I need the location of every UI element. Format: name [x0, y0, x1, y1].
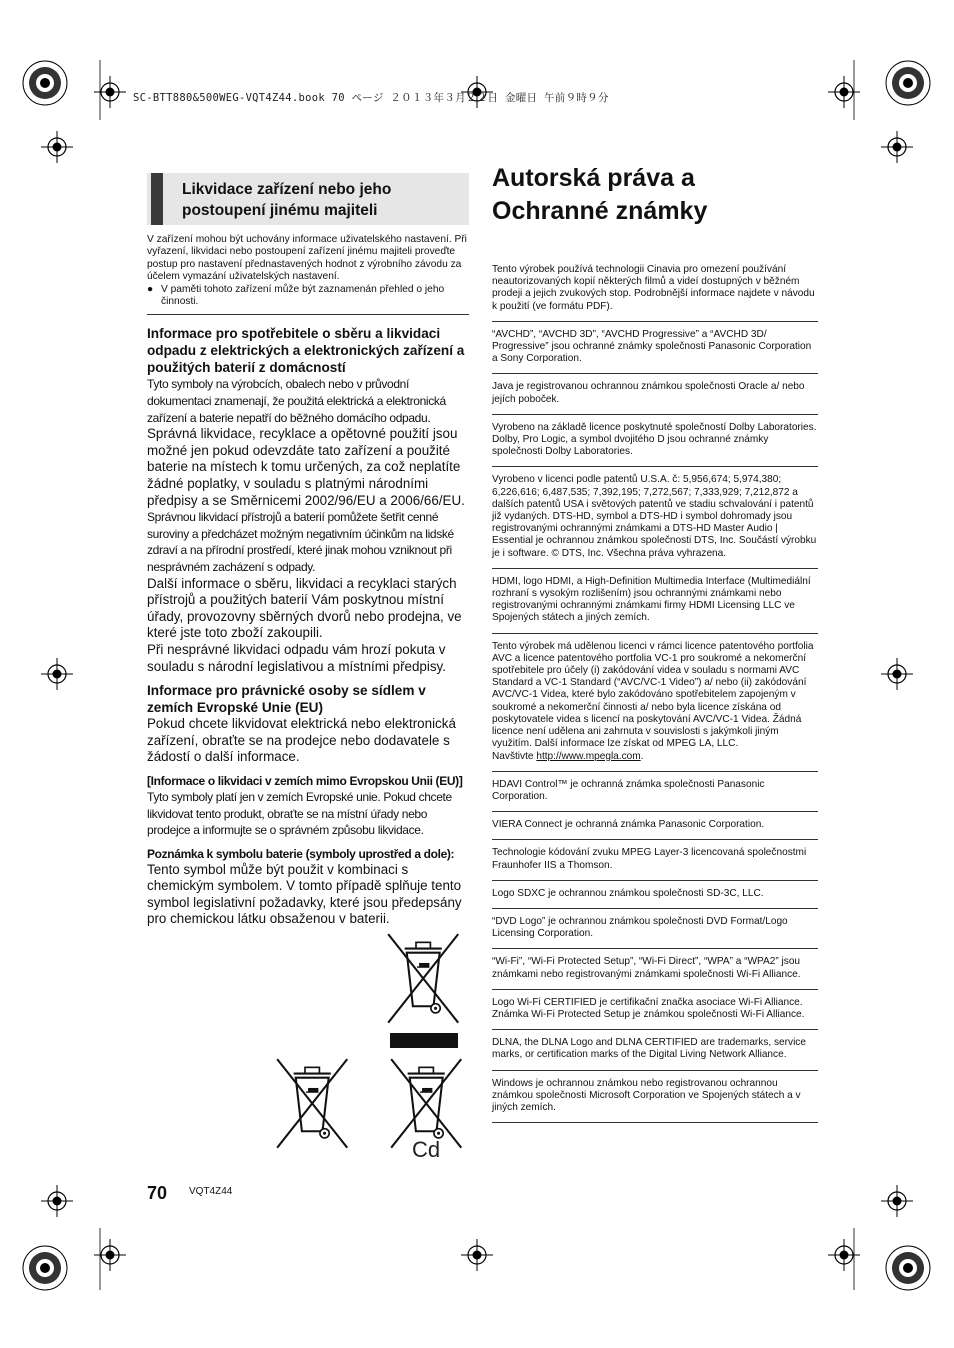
weee-symbols: [262, 928, 472, 1168]
mpegla-link[interactable]: http://www.mpegla.com: [536, 750, 641, 762]
print-header: SC-BTT880&500WEG-VQT4Z44.book 70 ページ ２０１３年３月２２日 金曜日 午前９時９分: [133, 92, 609, 104]
consumers-p1: Tyto symboly na výrobcích, obalech nebo v průvodní dokumentaci znamenají, že použitá elektrická a elektronická zařízení a baterie nepatří do běžného domácího odpadu.: [147, 377, 446, 425]
consumers-p2: Správná likvidace, recyklace a opětovné použití jsou možné jen pokud odevzdáte tato zařízení a použité baterie na místech k tomu určených, za což neplatíte žádné poplatky, v souladu s platnými národními předpisy a se Směrnicemi 2002/96/EU a 2006/66/EU.: [147, 426, 465, 508]
tm-windows: Windows je ochrannou známkou nebo registrovanou ochrannou známkou společnosti Microsoft Corporation ve Spojených státech a v jiných zemích.: [492, 1071, 818, 1124]
tm-hdavi: HDAVI Control™ je ochranná známka společnosti Panasonic Corporation.: [492, 772, 818, 812]
weee-black-bar: [390, 1033, 458, 1048]
tm-sdxc: Logo SDXC je ochrannou známkou společnosti SD-3C, LLC.: [492, 881, 818, 909]
tm-hdmi: HDMI, logo HDMI, a High-Definition Multimedia Interface (Multimediální rozhraní s vysokým rozlišením) jsou ochrannými známkami nebo registrovanými ochrannými známkami firmy HDMI Licensing LLC ve Spojených státech a jiných zemích.: [492, 569, 818, 634]
consumers-heading: Informace pro spotřebitele o sběru a likvidaci odpadu z elektrických a elektronických zařízení a použitých baterií z domácností: [147, 326, 465, 376]
tm-avchd: “AVCHD”, “AVCHD 3D”, “AVCHD Progressive” a “AVCHD 3D/ Progressive” jsou ochranné známky společnosti Panasonic Corporation a Sony Corporation.: [492, 322, 818, 375]
tm-avc-vc1: Tento výrobek má udělenou licenci v rámci licence patentového portfolia AVC a licence patentového portfolia VC-1 pro soukromé a nekomerční spotřebitele pro účely (i) zakódování videa v souladu s normami AVC Standard a VC-1 Standard (“AVC/VC-1 Video”) a/ nebo (ii) zakódování AVC/VC-1 Videa, které bylo zakódováno spotřebitelem zapojeným v soukromé a nekomerční činnosti a/ nebo byla licence získána od poskytovatele videa s licencí na poskytování AVC/VC-1 Videa. Žádná licence není udělena ani zahrnuta v souvislosti s jakýmkoli jiným využitím. Další informace lze získat od MPEG LA, LLC. Navštivte http://www.mpegla.com.: [492, 634, 818, 772]
business-heading: Informace pro právnické osoby se sídlem v zemích Evropské Unie (EU): [147, 683, 426, 716]
tm-dvd: “DVD Logo” je ochrannou známkou společnosti DVD Format/Logo Licensing Corporation.: [492, 909, 818, 949]
weee-bin-icon: [388, 934, 458, 1023]
outside-eu-heading: [Informace o likvidaci v zemích mimo Evropskou Unii (EU)]: [147, 773, 463, 788]
cd-chemical-symbol: Cd: [412, 1137, 441, 1162]
left-column: [147, 173, 469, 928]
trademarks-title: Autorská práva a Ochranné známky: [492, 164, 708, 225]
bullet-item: ● V paměti tohoto zařízení může být zaznamenán přehled o jeho činnosti.: [147, 283, 445, 308]
tm-dts: Vyrobeno v licenci podle patentů U.S.A. č: 5,956,674; 5,974,380; 6,226,616; 6,487,535; 7,392,195; 7,272,567; 7,333,929; 7,212,872 a dalších patentů USA i světových patentů ve stadiu schvalování i patentů již vydaných. DTS-HD, symbol a DTS-HD i symbol dohromady jsou registrovanými ochrannými známkami a DTS-HD Master Audio | Essential je ochrannou známkou společnosti DTS, Inc. Součástí výrobku je i software. © DTS, Inc. Všechna práva vyhrazena.: [492, 467, 818, 568]
tm-dlna: DLNA, the DLNA Logo and DLNA CERTIFIED are trademarks, service marks, or certification marks of the Digital Living Network Alliance.: [492, 1030, 818, 1070]
disposal-heading-box: [147, 173, 469, 225]
outside-eu-p: Tyto symboly platí jen v zemích Evropské unie. Pokud chcete likvidovat tento produkt, obraťte se na místní úřady nebo prodejce a informujte se o správném způsobu likvidace.: [147, 789, 452, 838]
bullet-icon: ●: [147, 283, 154, 295]
tm-viera: VIERA Connect je ochranná známka Panasonic Corporation.: [492, 812, 818, 840]
battery-heading: Poznámka k symbolu baterie (symboly uprostřed a dole):: [147, 846, 455, 861]
consumers-p5: Při nesprávné likvidaci odpadu vám hrozí pokuta v souladu s národní legislativou a místními předpisy.: [147, 641, 446, 674]
tm-java: Java je registrovanou ochrannou známkou společnosti Oracle a/ nebo jejích poboček.: [492, 374, 818, 414]
page-number: 70: [147, 1183, 168, 1203]
tm-mpeg: Technologie kódování zvuku MPEG Layer-3 licencovaná společnostmi Fraunhofer IIS a Thomson.: [492, 840, 818, 880]
tm-wifi-certified: Logo Wi-Fi CERTIFIED je certifikační značka asociace Wi-Fi Alliance. Známka Wi-Fi Protected Setup je známkou společnosti Wi-Fi Alliance.: [492, 990, 818, 1030]
battery-bin-icon: [277, 1059, 347, 1148]
business-p: Pokud chcete likvidovat elektrická nebo elektronická zařízení, obraťte se na prodejce nebo dodavatele s žádostí o další informace.: [147, 716, 456, 765]
tm-dolby: Vyrobeno na základě licence poskytnuté společností Dolby Laboratories. Dolby, Pro Logic, a symbol dvojitého D jsou ochranné známky společnosti Dolby Laboratories.: [492, 415, 818, 468]
tm-cinavia: Tento výrobek používá technologii Cinavia pro omezení používání neautorizovaných kopií některých filmů a videí dostupných v běžném prodeji a jejich zvukových stop. Podrobnější informace najdete v návodu k použití (ve formátu PDF).: [492, 256, 818, 322]
tm-wifi: “Wi-Fi”, “Wi-Fi Protected Setup”, “Wi-Fi Direct”, “WPA” a “WPA2” jsou známkami nebo registrovanými známkami společnosti Wi-Fi Alliance.: [492, 949, 818, 989]
battery-p: Tento symbol může být použit v kombinaci s chemickým symbolem. V tomto případě splňuje tento symbol legislativní požadavky, které jsou předepsány pro chemickou látku obsaženou v baterii.: [147, 861, 462, 927]
doc-code: VQT4Z44: [189, 1186, 233, 1197]
intro-text: V zařízení mohou být uchovány informace uživatelského nastavení. Při vyřazení, likvidaci nebo postoupení zařízení jinému majiteli proveďte postup pro nastavení přednastavených hodnot z výrobního závodu za účelem vymazání uživatelských nastavení.: [147, 234, 467, 283]
consumers-p3: Správnou likvidací přístrojů a baterií pomůžete šetřit cenné suroviny a předcházet možným negativním účinkům na lidské zdraví a na přírodní prostředí, které jinak mohou vzniknout při nesprávném zacházení s odpady.: [147, 510, 454, 574]
divider: [147, 314, 469, 315]
heading-bar: [151, 173, 163, 225]
consumers-p4: Další informace o sběru, likvidaci a recyklaci starých přístrojů a použitých baterií Vám poskytnou místní úřady, provozovny sběrných dvorů nebo prodejna, ve které jste toto zboží zakoupili.: [147, 575, 462, 641]
battery-cd-bin-icon: [391, 1059, 461, 1148]
title-spacer: [492, 228, 818, 256]
disposal-heading: Likvidace zařízení nebo jeho postoupení jinému majiteli: [182, 181, 392, 219]
right-column: [492, 162, 818, 1123]
